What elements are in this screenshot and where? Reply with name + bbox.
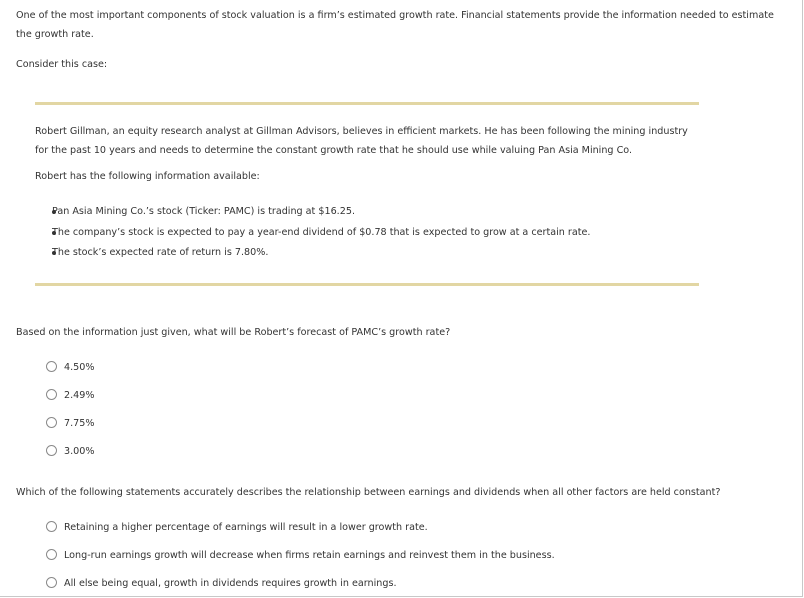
list-item — [16, 246, 642, 267]
list-item — [16, 205, 642, 226]
option-label: Retaining a higher percentage of earnings will result in a lower growth rate. — [64, 522, 428, 533]
option-label: 2.49% — [64, 390, 95, 401]
case-info-heading: Robert has the following information available: — [35, 171, 260, 182]
bullet-text: Pan Asia Mining Co.’s stock (Ticker: PAMC) is trading at $16.25. — [52, 206, 355, 217]
option-label: 4.50% — [64, 362, 95, 373]
radio-button-icon[interactable] — [46, 445, 57, 456]
consider-label: Consider this case: — [16, 59, 108, 70]
question-2-text: Which of the following statements accurately describes the relationship between earnings and dividends when all other factors are held constant? — [16, 487, 721, 498]
bullet-text: The stock’s expected rate of return is 7.80%. — [52, 247, 269, 258]
radio-button-icon[interactable] — [46, 577, 57, 588]
option-label: 3.00% — [64, 446, 95, 457]
radio-button-icon[interactable] — [46, 361, 57, 372]
intro-text: One of the most important components of stock valuation is a firm’s estimated growth rate. Financial statements provide the information needed to estimate the growth rate. — [16, 10, 774, 40]
bullet-text: The company’s stock is expected to pay a year-end dividend of $0.78 that is expected to grow at a certain rate. — [52, 226, 591, 238]
option-label: All else being equal, growth in dividends requires growth in earnings. — [64, 578, 397, 589]
case-paragraph: Robert Gillman, an equity research analyst at Gillman Advisors, believes in efficient markets. He has been following the mining industry for the past 10 years and needs to determine the constant growth rate that he should use while valuing Pan Asia Mining Co. — [35, 126, 688, 156]
radio-button-icon[interactable] — [46, 389, 57, 400]
case-bullet-list — [52, 205, 678, 267]
case-divider-bottom — [35, 283, 699, 286]
radio-button-icon[interactable] — [46, 549, 57, 560]
case-divider-top — [35, 102, 699, 105]
option-label: Long-run earnings growth will decrease when firms retain earnings and reinvest them in the business. — [64, 550, 555, 561]
radio-button-icon[interactable] — [46, 417, 57, 428]
list-item — [16, 226, 642, 247]
radio-button-icon[interactable] — [46, 521, 57, 532]
question-1-text: Based on the information just given, what will be Robert’s forecast of PAMC’s growth rate? — [16, 327, 451, 338]
option-label: 7.75% — [64, 418, 95, 429]
